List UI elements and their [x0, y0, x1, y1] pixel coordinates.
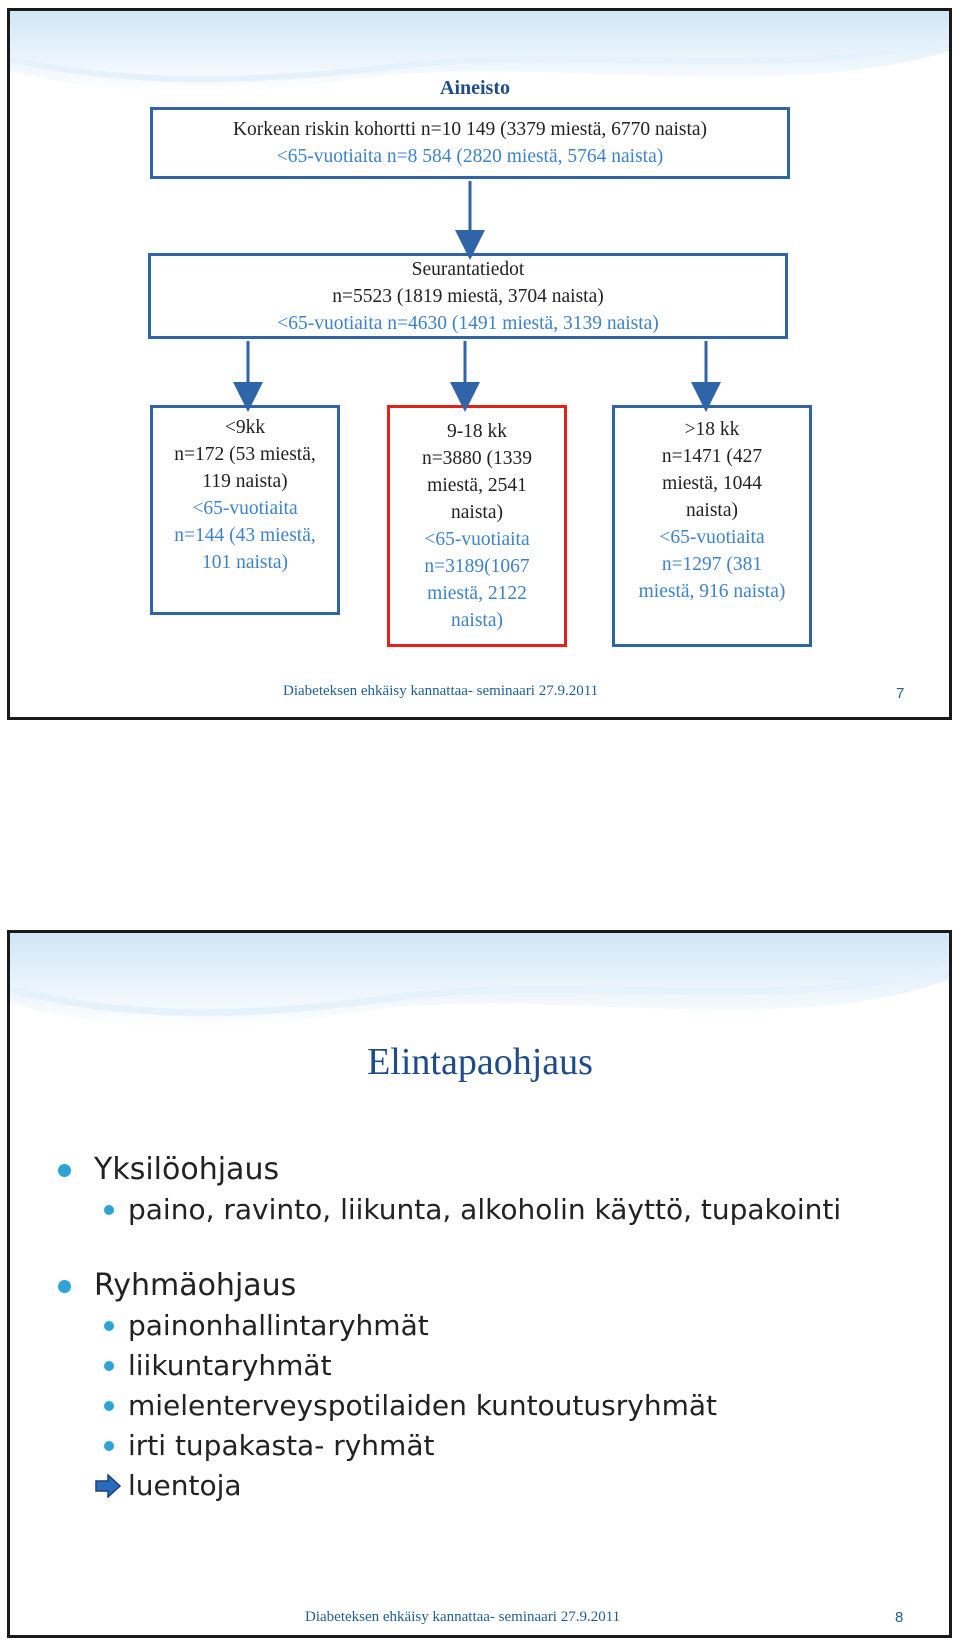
line: n=172 (53 miestä,	[174, 444, 316, 465]
slide-title: Elintapaohjaus	[367, 1041, 593, 1083]
bullet-dot-icon	[104, 1361, 114, 1371]
line: <65-vuotiaita	[192, 498, 298, 519]
followup-count: n=5523 (1819 miestä, 3704 naista)	[332, 285, 604, 307]
bullet-text: Ryhmäohjaus	[94, 1268, 297, 1303]
bullet-text: liikuntaryhmät	[128, 1349, 332, 1382]
bullet-text: luentoja	[128, 1469, 242, 1502]
line: n=3880 (1339	[421, 448, 533, 469]
bullet-list	[58, 1150, 918, 1506]
line: miestä, 2122	[427, 583, 527, 604]
sub-bullet-item	[58, 1306, 918, 1346]
line: n=1471 (427	[661, 446, 763, 467]
line: 101 naista)	[201, 552, 289, 573]
bullet-text: paino, ravinto, liikunta, alkoholin käyttö, tupakointi	[128, 1193, 842, 1226]
page-number: 8	[895, 1609, 904, 1626]
bullet-dot-icon	[58, 1164, 71, 1177]
sub-bullet-item	[58, 1190, 918, 1230]
line: n=1297 (381	[661, 554, 763, 575]
bullet-text: Yksilöohjaus	[94, 1152, 280, 1187]
line: n=144 (43 miestä,	[174, 525, 316, 546]
slide-footer: Diabeteksen ehkäisy kannattaa- seminaari 27.9.2011	[283, 683, 599, 699]
bullet-text: painonhallintaryhmät	[128, 1309, 429, 1342]
line: <65-vuotiaita	[424, 529, 530, 550]
line: miestä, 1044	[662, 473, 762, 494]
sub-bullet-item	[58, 1386, 918, 1426]
slide-title: Aineisto	[440, 77, 510, 99]
followup-under65: <65-vuotiaita n=4630 (1491 miestä, 3139 naista)	[277, 312, 659, 334]
line: naista)	[451, 502, 503, 523]
slide-footer: Diabeteksen ehkäisy kannattaa- seminaari 27.9.2011	[305, 1609, 621, 1625]
bullet-dot-icon	[104, 1401, 114, 1411]
line: 9-18 kk	[446, 421, 508, 442]
arrow-right-icon	[94, 1474, 122, 1498]
page-number: 7	[896, 685, 905, 702]
line: naista)	[451, 610, 503, 631]
line: naista)	[686, 500, 738, 521]
bullet-text: irti tupakasta- ryhmät	[128, 1429, 435, 1462]
line: miestä, 916 naista)	[638, 581, 786, 602]
sub-bullet-item	[58, 1426, 918, 1466]
cohort-under65-line: <65-vuotiaita n=8 584 (2820 miestä, 5764 naista)	[276, 146, 664, 167]
bullet-item	[58, 1266, 918, 1306]
line: n=3189(1067	[424, 556, 530, 577]
bullet-dot-icon	[104, 1205, 114, 1215]
line: <9kk	[224, 417, 266, 438]
bullet-dot-icon	[104, 1321, 114, 1331]
line: 119 naista)	[202, 471, 288, 492]
bullet-text: mielenterveyspotilaiden kuntoutusryhmät	[128, 1389, 717, 1422]
line: miestä, 2541	[427, 475, 527, 496]
line: >18 kk	[684, 419, 740, 440]
flow-arrows	[0, 0, 960, 720]
followup-heading: Seurantatiedot	[411, 258, 525, 280]
bullet-dot-icon	[58, 1280, 71, 1293]
bullet-item	[58, 1150, 918, 1190]
bullet-dot-icon	[104, 1441, 114, 1451]
line: <65-vuotiaita	[659, 527, 765, 548]
sub-bullet-item	[58, 1346, 918, 1386]
cohort-line: Korkean riskin kohortti n=10 149 (3379 miestä, 6770 naista)	[232, 119, 708, 140]
slide-title-wrapper	[0, 1040, 960, 1084]
sub-bullet-item	[58, 1466, 918, 1506]
